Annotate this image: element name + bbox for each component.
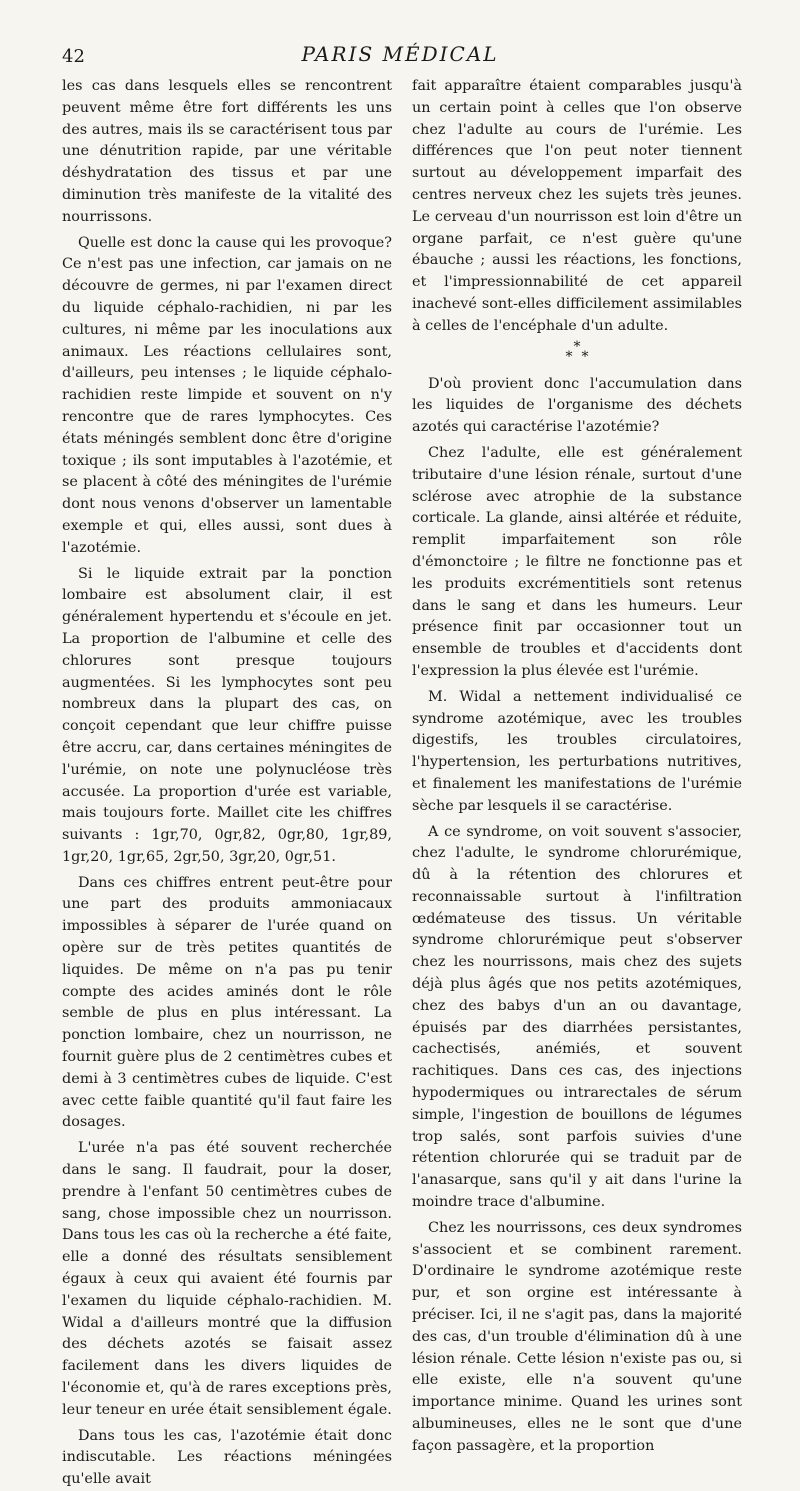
paragraph: Si le liquide extrait par la ponction lombaire est absolument clair, il est généralement hypertendu et s'écoule en jet. La proportion de l'albumine et celle des chlorures sont presque toujours augmentées. Si les lymphocytes sont peu nombreux dans la plupart des cas, on conçoit cependant que leur chiffre puisse être accru, car, dans certaines méningites de l'urémie, on note une polynucléose très accusée. La proportion d'urée est variable, mais toujours forte. Maillet cite les chiffres suivants : 1gr,70, 0gr,82, 0gr,80, 1gr,89, 1gr,20, 1gr,65, 2gr,50, 3gr,20, 0gr,51. bbox=[62, 565, 392, 865]
paragraph: Dans tous les cas, l'azotémie était donc indiscutable. Les réactions méningées qu'elle avait bbox=[62, 1427, 392, 1488]
paragraph: Dans ces chiffres entrent peut-être pour une part des produits ammoniacaux impossibles à séparer de l'urée quand on opère sur de très petites quantités de liquides. De même on n'a pas pu tenir compte des acides aminés dont le rôle semble de plus en plus intéressant. La ponction lombaire, chez un nourrisson, ne fournit guère plus de 2 centimètres cubes et demi à 3 centimètres cubes de liquide. C'est avec cette faible quantité qu'il faut faire les dosages. bbox=[62, 874, 392, 1131]
section-break-asterism bbox=[412, 338, 742, 366]
paragraph: D'où provient donc l'accumulation dans les liquides de l'organisme des déchets azotés qui caractérise l'azotémie? bbox=[412, 375, 742, 436]
paragraph: fait apparaître étaient comparables jusqu'à un certain point à celles que l'on observe chez l'adulte au cours de l'urémie. Les différences que l'on peut noter tiennent surtout au développement imparfait des centres nerveux chez les sujets très jeunes. Le cerveau d'un nourrisson est loin d'être un organe parfait, ce n'est guère qu'une ébauche ; aussi les réactions, les fonctions, et l'impressionnabilité de cet appareil inachevé sont-elles difficilement assimilables à celles de l'encéphale d'un adulte. bbox=[412, 78, 742, 334]
page-header bbox=[62, 42, 738, 72]
running-title: PARIS MÉDICAL bbox=[301, 42, 499, 66]
page-number: 42 bbox=[62, 46, 85, 67]
paragraph: Quelle est donc la cause qui les provoque? Ce n'est pas une infection, car jamais on ne découvre de germes, ni par l'examen direct du liquide céphalo-rachidien, ni par les cultures, ni même par les inoculations aux animaux. Les réactions cellulaires sont, d'ailleurs, peu intenses ; le liquide céphalo-rachidien reste limpide et souvent on n'y rencontre que de rares lymphocytes. Ces états méningés semblent donc être d'origine toxique ; ils sont imputables à l'azotémie, et se placent à côté des méningites de l'urémie dont nous venons d'observer un lamentable exemple et qui, elles aussi, sont dues à l'azotémie. bbox=[62, 234, 392, 556]
paragraph: les cas dans lesquels elles se rencontrent peuvent même être fort différents les uns des autres, mais ils se caractérisent tous par une dénutrition rapide, par une véritable déshydratation des tissus et par une diminution très manifeste de la vitalité des nourrissons. bbox=[62, 78, 392, 225]
paragraph: M. Widal a nettement individualisé ce syndrome azotémique, avec les troubles digestifs, les troubles circulatoires, l'hypertension, les perturbations nutritives, et finalement les manifestations de l'urémie sèche par lesquels il se caractérise. bbox=[412, 688, 742, 814]
paragraph: Chez les nourrissons, ces deux syndromes s'associent et se combinent rarement. D'ordinaire le syndrome azotémique reste pur, et son orgine est intéressante à préciser. Ici, il ne s'agit pas, dans la majorité des cas, d'un trouble d'élimination dû à une lésion rénale. Cette lésion n'existe pas ou, si elle existe, elle n'a souvent qu'une importance minime. Quand les urines sont albumineuses, elles ne le sont que d'une façon passagère, et la proportion bbox=[412, 1219, 742, 1454]
asterisk: * bbox=[565, 348, 573, 365]
left-column bbox=[62, 76, 392, 1491]
paragraph: L'urée n'a pas été souvent recherchée dans le sang. Il faudrait, pour la doser, prendre à l'enfant 50 centimètres cubes de sang, chose impossible chez un nourrisson. Dans tous les cas où la recherche a été faite, elle a donné des résultats sensiblement égaux à ceux qui avaient été fournis par l'examen du liquide céphalo-rachidien. M. Widal a d'ailleurs montré que la diffusion des déchets azotés se faisait assez facilement dans les divers liquides de l'économie et, qu'à de rares exceptions près, leur teneur en urée était sensiblement égale. bbox=[62, 1140, 392, 1418]
paragraph: Chez l'adulte, elle est généralement tributaire d'une lésion rénale, surtout d'une sclérose avec atrophie de la substance corticale. La glande, ainsi altérée et réduite, remplit imparfaitement son rôle d'émonctoire ; le filtre ne fonctionne pas et les produits excrémentitiels sont retenus dans le sang et dans les humeurs. Leur présence finit par occasionner tout un ensemble de troubles et d'accidents dont l'expression la plus élevée est l'urémie. bbox=[412, 444, 742, 679]
paragraph: A ce syndrome, on voit souvent s'associer, chez l'adulte, le syndrome chlorurémique, dû à la rétention des chlorures et reconnaissable surtout à l'infiltration œdémateuse des tissus. Un véritable syndrome chlorurémique peut s'observer chez les nourrissons, mais chez des sujets déjà plus âgés que nos petits azotémiques, chez des babys d'un an ou davantage, épuisés par des diarrhées persistantes, cachectisés, anémiés, et souvent rachitiques. Dans ces cas, des injections hypodermiques ou intrarectales de sérum simple, l'ingestion de bouillons de légumes trop salés, sont parfois suivies d'une rétention chlorurée qui se traduit par de l'anasarque, sans qu'il y ait dans l'urine la moindre trace d'albumine. bbox=[412, 823, 742, 1211]
right-column bbox=[412, 76, 742, 1458]
asterisk: * bbox=[581, 348, 589, 365]
asterisk: * bbox=[573, 338, 581, 355]
